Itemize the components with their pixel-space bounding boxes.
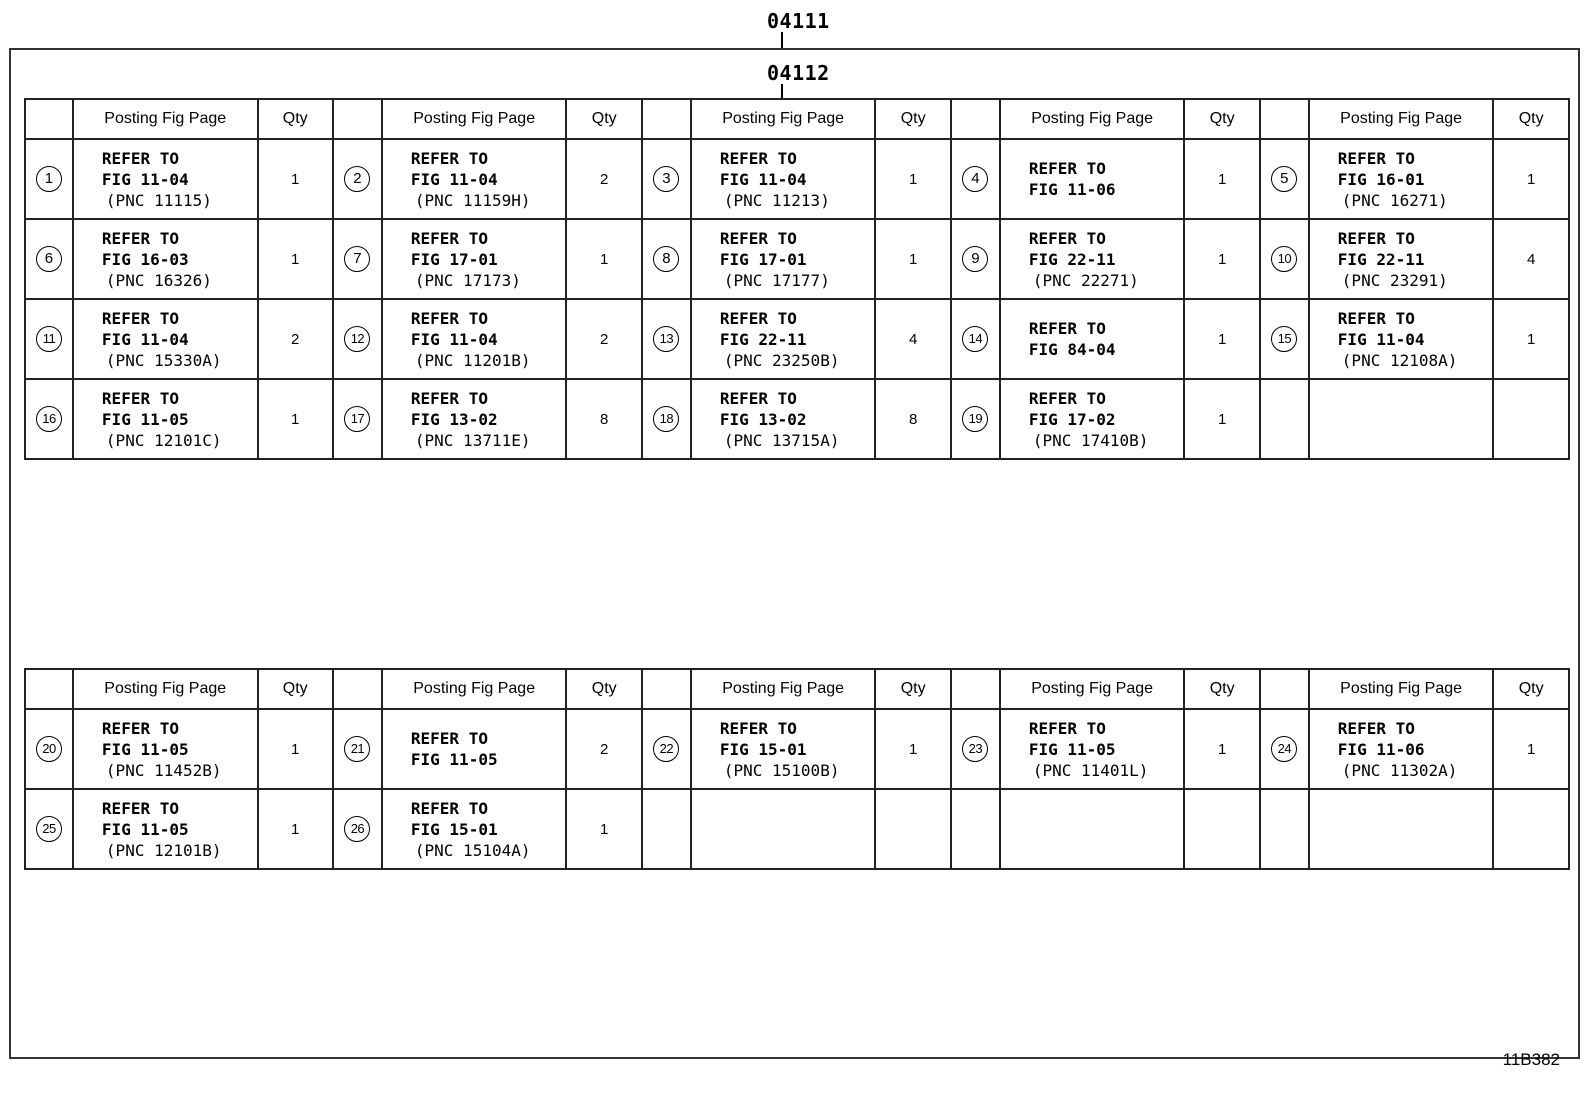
callout-number: 10 bbox=[1271, 246, 1297, 272]
header-row bbox=[25, 669, 1569, 709]
figure-reference: FIG 84-04 bbox=[1028, 340, 1116, 359]
callout-number: 23 bbox=[962, 736, 988, 762]
figure-reference: FIG 11-04 bbox=[410, 169, 498, 189]
refer-to-text: REFER TO bbox=[1028, 718, 1106, 738]
callout-number: 24 bbox=[1271, 736, 1297, 762]
quantity-cell: 1 bbox=[875, 709, 950, 789]
callout-number-cell bbox=[25, 139, 73, 219]
callout-number: 16 bbox=[36, 406, 62, 432]
callout-number-cell bbox=[1260, 219, 1309, 299]
callout-number: 19 bbox=[962, 406, 988, 432]
posting-fig-page-cell bbox=[73, 789, 258, 869]
posting-fig-page-cell bbox=[691, 379, 876, 459]
leader-line-inner bbox=[781, 84, 783, 99]
header-posting-fig-page: Posting Fig Page bbox=[382, 99, 567, 139]
figure-reference: FIG 13-02 bbox=[719, 409, 807, 429]
header-row bbox=[25, 99, 1569, 139]
assembly-label-04112: 04112 bbox=[767, 61, 830, 85]
callout-number-cell bbox=[1260, 789, 1309, 869]
refer-to-text: REFER TO bbox=[1028, 228, 1106, 248]
refer-to-text: REFER TO bbox=[1028, 319, 1106, 338]
callout-number: 4 bbox=[962, 166, 988, 192]
pnc-reference: (PNC 11159H) bbox=[414, 190, 531, 210]
callout-number: 9 bbox=[962, 246, 988, 272]
table-row bbox=[25, 219, 1569, 299]
header-posting-fig-page: Posting Fig Page bbox=[1000, 99, 1185, 139]
header-number-cell bbox=[25, 669, 73, 709]
header-posting-fig-page: Posting Fig Page bbox=[1309, 99, 1494, 139]
refer-to-text: REFER TO bbox=[1337, 228, 1415, 248]
header-number-cell bbox=[1260, 99, 1309, 139]
pnc-reference: (PNC 11452B) bbox=[105, 760, 222, 780]
pnc-reference: (PNC 12101B) bbox=[105, 840, 222, 860]
header-qty: Qty bbox=[1493, 669, 1569, 709]
quantity-cell: 1 bbox=[258, 379, 333, 459]
quantity-cell: 1 bbox=[566, 789, 641, 869]
figure-reference: FIG 11-06 bbox=[1337, 739, 1425, 759]
posting-fig-page-cell bbox=[73, 219, 258, 299]
callout-number: 5 bbox=[1271, 166, 1297, 192]
posting-fig-page-cell bbox=[1309, 379, 1494, 459]
quantity-cell: 2 bbox=[566, 139, 641, 219]
quantity-cell: 4 bbox=[1493, 219, 1569, 299]
header-posting-fig-page: Posting Fig Page bbox=[1000, 669, 1185, 709]
quantity-cell: 8 bbox=[566, 379, 641, 459]
callout-number: 3 bbox=[653, 166, 679, 192]
refer-to-text: REFER TO bbox=[719, 148, 797, 168]
refer-to-text: REFER TO bbox=[101, 228, 179, 248]
callout-number: 15 bbox=[1271, 326, 1297, 352]
callout-number-cell bbox=[333, 299, 382, 379]
callout-number-cell bbox=[642, 789, 691, 869]
quantity-cell: 1 bbox=[875, 219, 950, 299]
callout-number-cell bbox=[951, 299, 1000, 379]
quantity-cell bbox=[1493, 789, 1569, 869]
callout-number: 17 bbox=[344, 406, 370, 432]
header-number-cell bbox=[333, 99, 382, 139]
refer-to-text: REFER TO bbox=[719, 308, 797, 328]
pnc-reference: (PNC 11213) bbox=[723, 190, 830, 210]
quantity-cell: 1 bbox=[1184, 139, 1259, 219]
callout-number: 2 bbox=[344, 166, 370, 192]
figure-reference: FIG 11-05 bbox=[1028, 739, 1116, 759]
callout-number-cell bbox=[25, 789, 73, 869]
callout-number-cell bbox=[951, 379, 1000, 459]
pnc-reference: (PNC 17177) bbox=[723, 270, 830, 290]
posting-fig-page-cell bbox=[1309, 299, 1494, 379]
quantity-cell: 1 bbox=[258, 789, 333, 869]
callout-number-cell bbox=[642, 139, 691, 219]
callout-number-cell bbox=[951, 219, 1000, 299]
pnc-reference: (PNC 17410B) bbox=[1032, 430, 1149, 450]
posting-fig-page-cell bbox=[1000, 139, 1185, 219]
posting-fig-page-cell bbox=[382, 789, 567, 869]
figure-reference: FIG 11-04 bbox=[719, 169, 807, 189]
callout-number: 8 bbox=[653, 246, 679, 272]
pnc-reference: (PNC 12108A) bbox=[1341, 350, 1458, 370]
header-qty: Qty bbox=[258, 669, 333, 709]
callout-number: 22 bbox=[653, 736, 679, 762]
callout-number-cell bbox=[642, 709, 691, 789]
pnc-reference: (PNC 23250B) bbox=[723, 350, 840, 370]
figure-reference: FIG 17-02 bbox=[1028, 409, 1116, 429]
posting-fig-page-cell bbox=[73, 299, 258, 379]
header-posting-fig-page: Posting Fig Page bbox=[73, 99, 258, 139]
refer-to-text: REFER TO bbox=[719, 718, 797, 738]
callout-number: 13 bbox=[653, 326, 679, 352]
figure-reference: FIG 11-05 bbox=[101, 409, 189, 429]
refer-to-text: REFER TO bbox=[410, 148, 488, 168]
callout-number-cell bbox=[333, 379, 382, 459]
header-number-cell bbox=[1260, 669, 1309, 709]
callout-number: 1 bbox=[36, 166, 62, 192]
posting-fig-page-cell bbox=[1309, 139, 1494, 219]
posting-fig-page-cell bbox=[691, 709, 876, 789]
figure-reference: FIG 22-11 bbox=[1028, 249, 1116, 269]
pnc-reference: (PNC 12101C) bbox=[105, 430, 222, 450]
header-posting-fig-page: Posting Fig Page bbox=[1309, 669, 1494, 709]
figure-reference: FIG 22-11 bbox=[719, 329, 807, 349]
posting-fig-page-cell bbox=[73, 139, 258, 219]
parts-table-upper bbox=[24, 98, 1570, 460]
posting-fig-page-cell bbox=[1000, 379, 1185, 459]
refer-to-text: REFER TO bbox=[410, 308, 488, 328]
callout-number-cell bbox=[333, 219, 382, 299]
posting-fig-page-cell bbox=[382, 709, 567, 789]
header-qty: Qty bbox=[566, 99, 641, 139]
header-qty: Qty bbox=[566, 669, 641, 709]
header-qty: Qty bbox=[875, 99, 950, 139]
callout-number-cell bbox=[642, 219, 691, 299]
callout-number-cell bbox=[1260, 379, 1309, 459]
refer-to-text: REFER TO bbox=[101, 388, 179, 408]
pnc-reference: (PNC 15330A) bbox=[105, 350, 222, 370]
quantity-cell: 2 bbox=[258, 299, 333, 379]
refer-to-text: REFER TO bbox=[1337, 148, 1415, 168]
refer-to-text: REFER TO bbox=[410, 228, 488, 248]
callout-number: 21 bbox=[344, 736, 370, 762]
figure-code: 11B382 bbox=[1502, 1050, 1560, 1069]
refer-to-text: REFER TO bbox=[101, 148, 179, 168]
quantity-cell: 1 bbox=[258, 139, 333, 219]
quantity-cell: 1 bbox=[875, 139, 950, 219]
header-number-cell bbox=[333, 669, 382, 709]
callout-number-cell bbox=[333, 139, 382, 219]
callout-number-cell bbox=[25, 379, 73, 459]
header-posting-fig-page: Posting Fig Page bbox=[691, 669, 876, 709]
quantity-cell: 1 bbox=[1184, 299, 1259, 379]
posting-fig-page-cell bbox=[382, 219, 567, 299]
header-number-cell bbox=[25, 99, 73, 139]
quantity-cell: 1 bbox=[1493, 299, 1569, 379]
callout-number: 14 bbox=[962, 326, 988, 352]
header-qty: Qty bbox=[875, 669, 950, 709]
refer-to-text: REFER TO bbox=[719, 388, 797, 408]
callout-number-cell bbox=[642, 299, 691, 379]
posting-fig-page-cell bbox=[691, 219, 876, 299]
refer-to-text: REFER TO bbox=[101, 798, 179, 818]
quantity-cell: 1 bbox=[1493, 139, 1569, 219]
header-number-cell bbox=[642, 669, 691, 709]
pnc-reference: (PNC 13711E) bbox=[414, 430, 531, 450]
figure-reference: FIG 15-01 bbox=[719, 739, 807, 759]
refer-to-text: REFER TO bbox=[101, 308, 179, 328]
posting-fig-page-cell bbox=[691, 139, 876, 219]
callout-number-cell bbox=[333, 709, 382, 789]
posting-fig-page-cell bbox=[1309, 709, 1494, 789]
table-row bbox=[25, 299, 1569, 379]
refer-to-text: REFER TO bbox=[719, 228, 797, 248]
refer-to-text: REFER TO bbox=[1337, 718, 1415, 738]
pnc-reference: (PNC 11302A) bbox=[1341, 760, 1458, 780]
header-posting-fig-page: Posting Fig Page bbox=[382, 669, 567, 709]
table-row bbox=[25, 379, 1569, 459]
refer-to-text: REFER TO bbox=[410, 388, 488, 408]
parts-table-lower bbox=[24, 668, 1570, 870]
refer-to-text: REFER TO bbox=[410, 729, 488, 748]
callout-number: 11 bbox=[36, 326, 62, 352]
figure-reference: FIG 11-04 bbox=[1337, 329, 1425, 349]
callout-number-cell bbox=[25, 709, 73, 789]
callout-number-cell bbox=[1260, 709, 1309, 789]
pnc-reference: (PNC 15100B) bbox=[723, 760, 840, 780]
posting-fig-page-cell bbox=[73, 379, 258, 459]
refer-to-text: REFER TO bbox=[101, 718, 179, 738]
header-qty: Qty bbox=[1493, 99, 1569, 139]
pnc-reference: (PNC 22271) bbox=[1032, 270, 1139, 290]
posting-fig-page-cell bbox=[1309, 219, 1494, 299]
quantity-cell: 2 bbox=[566, 299, 641, 379]
figure-reference: FIG 11-06 bbox=[1028, 180, 1116, 199]
posting-fig-page-cell bbox=[1000, 219, 1185, 299]
figure-reference: FIG 11-04 bbox=[101, 169, 189, 189]
figure-reference: FIG 22-11 bbox=[1337, 249, 1425, 269]
posting-fig-page-cell bbox=[691, 789, 876, 869]
table-row bbox=[25, 709, 1569, 789]
pnc-reference: (PNC 13715A) bbox=[723, 430, 840, 450]
refer-to-text: REFER TO bbox=[410, 798, 488, 818]
posting-fig-page-cell bbox=[1000, 709, 1185, 789]
callout-number-cell bbox=[951, 139, 1000, 219]
posting-fig-page-cell bbox=[382, 299, 567, 379]
posting-fig-page-cell bbox=[691, 299, 876, 379]
quantity-cell: 8 bbox=[875, 379, 950, 459]
callout-number-cell bbox=[642, 379, 691, 459]
quantity-cell: 1 bbox=[1184, 219, 1259, 299]
refer-to-text: REFER TO bbox=[1337, 308, 1415, 328]
table-row bbox=[25, 789, 1569, 869]
figure-reference: FIG 11-05 bbox=[101, 819, 189, 839]
quantity-cell: 1 bbox=[1184, 379, 1259, 459]
quantity-cell: 1 bbox=[566, 219, 641, 299]
posting-fig-page-cell bbox=[1000, 299, 1185, 379]
quantity-cell: 4 bbox=[875, 299, 950, 379]
posting-fig-page-cell bbox=[382, 379, 567, 459]
quantity-cell bbox=[1184, 789, 1259, 869]
quantity-cell: 1 bbox=[1493, 709, 1569, 789]
header-number-cell bbox=[642, 99, 691, 139]
figure-reference: FIG 11-04 bbox=[410, 329, 498, 349]
callout-number: 18 bbox=[653, 406, 679, 432]
callout-number: 20 bbox=[36, 736, 62, 762]
header-qty: Qty bbox=[1184, 669, 1259, 709]
figure-reference: FIG 17-01 bbox=[410, 249, 498, 269]
posting-fig-page-cell bbox=[1000, 789, 1185, 869]
refer-to-text: REFER TO bbox=[1028, 159, 1106, 178]
callout-number: 6 bbox=[36, 246, 62, 272]
callout-number-cell bbox=[25, 219, 73, 299]
callout-number: 26 bbox=[344, 816, 370, 842]
callout-number: 25 bbox=[36, 816, 62, 842]
header-qty: Qty bbox=[258, 99, 333, 139]
quantity-cell: 1 bbox=[258, 709, 333, 789]
figure-reference: FIG 11-04 bbox=[101, 329, 189, 349]
figure-reference: FIG 11-05 bbox=[101, 739, 189, 759]
header-number-cell bbox=[951, 669, 1000, 709]
callout-number: 12 bbox=[344, 326, 370, 352]
pnc-reference: (PNC 11201B) bbox=[414, 350, 531, 370]
callout-number-cell bbox=[951, 789, 1000, 869]
header-qty: Qty bbox=[1184, 99, 1259, 139]
pnc-reference: (PNC 23291) bbox=[1341, 270, 1448, 290]
assembly-label-04111: 04111 bbox=[767, 9, 830, 33]
header-posting-fig-page: Posting Fig Page bbox=[691, 99, 876, 139]
leader-line-outer bbox=[781, 32, 783, 48]
quantity-cell: 1 bbox=[258, 219, 333, 299]
callout-number-cell bbox=[25, 299, 73, 379]
pnc-reference: (PNC 16326) bbox=[105, 270, 212, 290]
posting-fig-page-cell bbox=[382, 139, 567, 219]
figure-reference: FIG 11-05 bbox=[410, 750, 498, 769]
pnc-reference: (PNC 11401L) bbox=[1032, 760, 1149, 780]
callout-number-cell bbox=[951, 709, 1000, 789]
figure-reference: FIG 16-01 bbox=[1337, 169, 1425, 189]
callout-number-cell bbox=[1260, 299, 1309, 379]
figure-reference: FIG 16-03 bbox=[101, 249, 189, 269]
quantity-cell: 1 bbox=[1184, 709, 1259, 789]
figure-reference: FIG 15-01 bbox=[410, 819, 498, 839]
header-number-cell bbox=[951, 99, 1000, 139]
pnc-reference: (PNC 15104A) bbox=[414, 840, 531, 860]
refer-to-text: REFER TO bbox=[1028, 388, 1106, 408]
figure-reference: FIG 13-02 bbox=[410, 409, 498, 429]
header-posting-fig-page: Posting Fig Page bbox=[73, 669, 258, 709]
pnc-reference: (PNC 17173) bbox=[414, 270, 521, 290]
quantity-cell bbox=[875, 789, 950, 869]
callout-number-cell bbox=[1260, 139, 1309, 219]
callout-number-cell bbox=[333, 789, 382, 869]
posting-fig-page-cell bbox=[1309, 789, 1494, 869]
quantity-cell: 2 bbox=[566, 709, 641, 789]
quantity-cell bbox=[1493, 379, 1569, 459]
table-row bbox=[25, 139, 1569, 219]
callout-number: 7 bbox=[344, 246, 370, 272]
pnc-reference: (PNC 16271) bbox=[1341, 190, 1448, 210]
figure-reference: FIG 17-01 bbox=[719, 249, 807, 269]
pnc-reference: (PNC 11115) bbox=[105, 190, 212, 210]
posting-fig-page-cell bbox=[73, 709, 258, 789]
